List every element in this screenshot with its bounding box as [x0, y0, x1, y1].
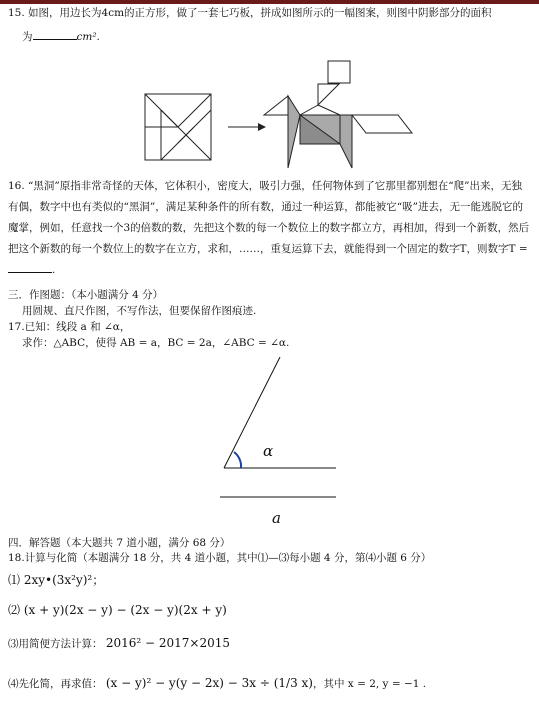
section4-title: 四．解答题（本大题共 7 道小题，满分 68 分） — [8, 537, 231, 549]
angle-arc — [234, 452, 241, 468]
q17-task: 求作：△ABC，使得 AB = a，BC = 2a，∠ABC = ∠α. — [22, 337, 290, 349]
q18-intro: 18.计算与化简（本题满分 18 分，共 4 道小题，其中⑴—⑶每小题 4 分，第⑷小题 6 分） — [8, 552, 432, 564]
q18-part4-expr: (x − y)² − y(y − 2x) − 3x ÷ (1/3 x) — [105, 676, 313, 690]
q17-given: 17.已知：线段 a 和 ∠α， — [8, 321, 131, 333]
q16-end: . — [52, 264, 56, 276]
q18-part1: ⑴ 2xy•(3x²y)²； — [8, 573, 105, 587]
piece-shaded-right — [340, 115, 352, 168]
q18-part2: ⑵ (x + y)(2x − y) − (2x − y)(2x + y) — [8, 603, 227, 617]
q18-part4-condition: ，其中 x = 2, y = −1 . — [312, 678, 427, 690]
piece-shaded-left — [288, 96, 300, 168]
piece-square — [328, 61, 350, 83]
q15-prefix: 为 — [22, 31, 33, 43]
q15-end: . — [96, 31, 100, 43]
tangram-square — [145, 94, 211, 160]
q18-part3-prefix: ⑶用简便方法计算： — [8, 638, 103, 650]
q18-part4-prefix: ⑷先化简，再求值： — [8, 678, 103, 690]
q15-line1: 15. 如图，用边长为4cm的正方形，做了一套七巧板，拼成如图所示的一幅图案，则图中阴影部分的面积 — [8, 7, 492, 19]
q16-answer-blank — [8, 262, 52, 273]
q18-part3-expr: 2016² − 2017×2015 — [105, 636, 231, 650]
q15-unit: cm² — [76, 31, 97, 43]
q18-part3 — [8, 636, 230, 651]
angle-figure — [220, 357, 336, 497]
piece-head — [264, 96, 288, 115]
piece-parallelogram — [352, 115, 412, 133]
tangram-cut-4 — [161, 110, 178, 127]
tangram-figure-assembled — [264, 61, 412, 168]
q16-text — [8, 176, 530, 281]
segment-label: a — [272, 509, 281, 527]
section3-title: 三．作图题：（本小题满分 4 分） — [8, 289, 164, 301]
angle-label: α — [263, 442, 274, 460]
q18-part4 — [8, 676, 426, 691]
q16-body: 16. “黑洞”原指非常奇怪的天体，它体积小，密度大，吸引力强，任何物体到了它那里都别想在“爬”出来，无独有偶，数字中也有类似的“黑洞”，满足某种条件的所有数，通过一种运算，都能被它“吸”进去，无一能逃脱它的魔掌，例如，任意找一个3的倍数的数，先把这个数的每一个数位上的数字都立方，再相加，得到一个新数，然后把这个新数的每一个数位上的数字在立方，求和，……，重复运算下去，就能得到一个固定的数字T，则数字T = — [8, 180, 530, 255]
arrow-right — [228, 123, 266, 131]
piece-small-triangle — [318, 84, 339, 105]
section3-subtitle: 用圆规、直尺作图，不写作法，但要保留作图痕迹. — [22, 305, 257, 317]
tangram-half-diagonal — [178, 94, 211, 127]
